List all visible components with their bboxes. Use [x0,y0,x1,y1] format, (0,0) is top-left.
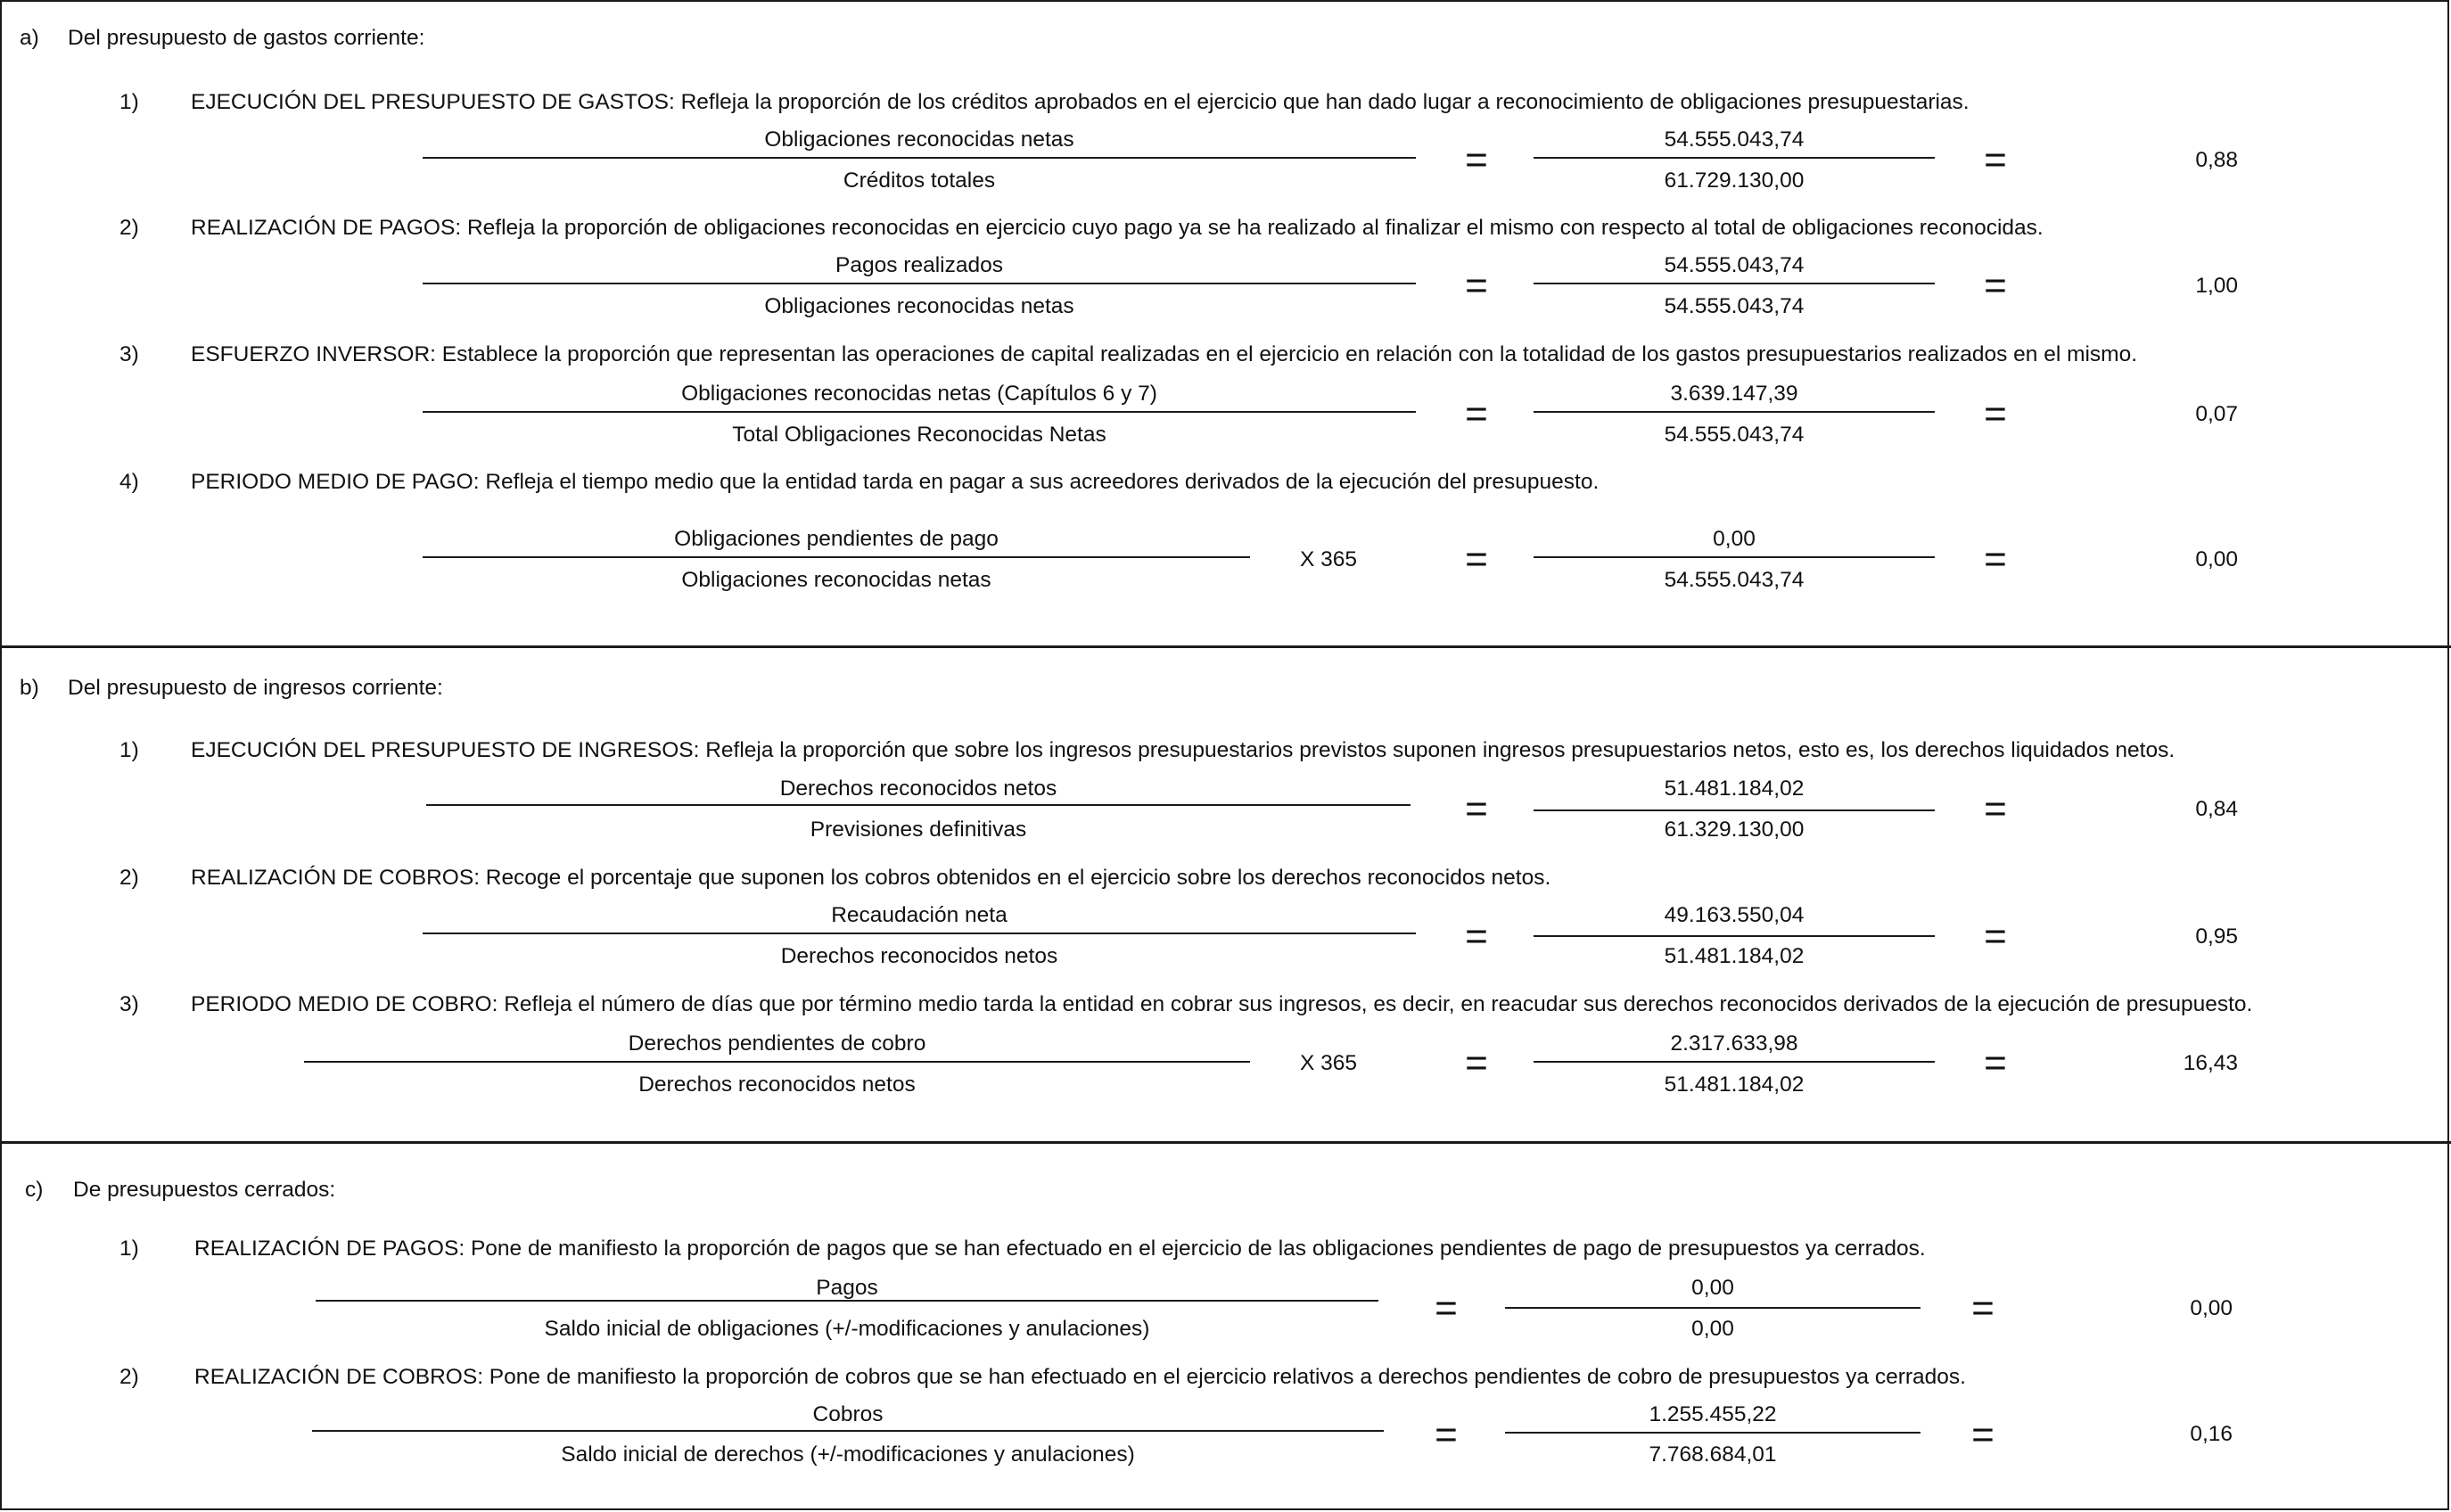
fraction-bar [423,157,1416,159]
formula-numerator: Obligaciones reconocidas netas [764,127,1074,152]
fraction-bar [304,1061,1250,1063]
numerator-value: 49.163.550,04 [1664,903,1805,927]
section-divider [0,1141,2451,1144]
indicator-description: REALIZACIÓN DE COBROS: Recoge el porcentaje que suponen los cobros obtenidos en el ejercicio sobre los derechos reconocidos netos. [191,866,1551,890]
fraction-bar [1534,157,1935,159]
result-value: 16,43 [2183,1051,2238,1075]
fraction-bar [1505,1307,1920,1309]
result-value: 0,95 [2195,924,2238,949]
fraction-bar [316,1300,1378,1302]
equals-sign: = [1984,264,2007,308]
fraction-bar [423,556,1250,558]
fraction-bar [423,933,1416,934]
fraction-bar [1534,556,1935,558]
multiplier: X 365 [1300,1051,1358,1075]
equals-sign: = [1465,538,1488,581]
denominator-value: 61.729.130,00 [1664,168,1805,193]
indicator-number: 3) [119,342,139,366]
equals-sign: = [1465,264,1488,308]
indicator-number: 4) [119,470,139,494]
numerator-value: 54.555.043,74 [1664,253,1805,277]
equals-sign: = [1984,538,2007,581]
denominator-value: 54.555.043,74 [1664,423,1805,447]
fraction-bar [1505,1432,1920,1434]
indicator-description: ESFUERZO INVERSOR: Establece la proporción que representan las operaciones de capital realizadas en el ejercicio en relación con la totalidad de los gastos presupuestarios realizados en el mismo. [191,342,2138,366]
fraction-bar [1534,809,1935,811]
equals-sign: = [1984,392,2007,436]
numerator-value: 0,00 [1713,527,1756,551]
denominator-value: 51.481.184,02 [1664,944,1805,968]
numerator-value: 1.255.455,22 [1649,1402,1777,1426]
formula-numerator: Pagos realizados [835,253,1003,277]
formula-denominator: Obligaciones reconocidas netas [681,568,991,592]
section-title: De presupuestos cerrados: [73,1178,336,1202]
numerator-value: 0,00 [1691,1276,1734,1300]
formula-numerator: Pagos [816,1276,878,1300]
indicator-number: 1) [119,738,139,762]
indicator-description: REALIZACIÓN DE PAGOS: Refleja la proporción de obligaciones reconocidas en ejercicio cuyo pago ya se ha realizado al finalizar el mismo con respecto al total de obligaciones reconocidas. [191,216,2044,240]
denominator-value: 61.329.130,00 [1664,818,1805,842]
fraction-bar [1534,283,1935,284]
formula-denominator: Saldo inicial de derechos (+/-modificaciones y anulaciones) [561,1442,1135,1467]
fraction-bar [1534,935,1935,937]
indicator-description: PERIODO MEDIO DE PAGO: Refleja el tiempo medio que la entidad tarda en pagar a sus acreedores derivados de la ejecución del presupuesto. [191,470,1600,494]
formula-numerator: Recaudación neta [831,903,1008,927]
equals-sign: = [1465,915,1488,958]
formula-denominator: Derechos reconocidos netos [780,944,1058,968]
equals-sign: = [1984,915,2007,958]
indicator-description: PERIODO MEDIO DE COBRO: Refleja el número de días que por término medio tarda la entidad en cobrar sus ingresos, es decir, en reacudar sus derechos reconocidos derivados de la ejecución de presupuesto. [191,992,2253,1016]
denominator-value: 7.768.684,01 [1649,1442,1777,1467]
indicator-number: 2) [119,866,139,890]
indicator-description: EJECUCIÓN DEL PRESUPUESTO DE INGRESOS: Refleja la proporción que sobre los ingresos presupuestarios previstos suponen ingresos presupuestarios netos, esto es, los derechos liquidados netos. [191,738,2175,762]
indicator-description: REALIZACIÓN DE PAGOS: Pone de manifiesto la proporción de pagos que se han efectuado en el ejercicio de las obligaciones pendientes de pago de presupuestos ya cerrados. [194,1237,1926,1261]
equals-sign: = [1984,787,2007,831]
fraction-bar [423,283,1416,284]
numerator-value: 54.555.043,74 [1664,127,1805,152]
indicator-number: 3) [119,992,139,1016]
fraction-bar [312,1430,1384,1432]
indicator-description: REALIZACIÓN DE COBROS: Pone de manifiesto la proporción de cobros que se han efectuado en el ejercicio relativos a derechos pendientes de cobro de presupuestos ya cerrados. [194,1365,1966,1389]
section-title: Del presupuesto de ingresos corriente: [68,676,443,700]
equals-sign: = [1984,138,2007,182]
result-value: 0,07 [2195,402,2238,426]
formula-numerator: Cobros [812,1402,884,1426]
equals-sign: = [1465,392,1488,436]
section-letter: a) [20,26,39,50]
equals-sign: = [1465,138,1488,182]
result-value: 0,88 [2195,148,2238,172]
result-value: 0,16 [2190,1422,2233,1446]
indicator-number: 2) [119,216,139,240]
denominator-value: 54.555.043,74 [1664,294,1805,318]
equals-sign: = [1435,1413,1458,1457]
formula-numerator: Derechos pendientes de cobro [628,1031,926,1056]
section-letter: b) [20,676,39,700]
result-value: 0,00 [2195,547,2238,571]
formula-denominator: Previsiones definitivas [810,818,1027,842]
equals-sign: = [1435,1286,1458,1330]
result-value: 0,00 [2190,1296,2233,1320]
denominator-value: 54.555.043,74 [1664,568,1805,592]
indicator-description: EJECUCIÓN DEL PRESUPUESTO DE GASTOS: Refleja la proporción de los créditos aprobados en el ejercicio que han dado lugar a reconocimiento de obligaciones presupuestarias. [191,90,1970,114]
equals-sign: = [1984,1041,2007,1085]
equals-sign: = [1465,787,1488,831]
fraction-bar [426,804,1411,806]
multiplier: X 365 [1300,547,1358,571]
result-value: 0,84 [2195,797,2238,821]
fraction-bar [1534,411,1935,413]
indicator-number: 1) [119,90,139,114]
formula-numerator: Obligaciones reconocidas netas (Capítulos 6 y 7) [681,382,1157,406]
section-letter: c) [25,1178,44,1202]
formula-denominator: Derechos reconocidos netos [638,1072,916,1097]
fraction-bar [1534,1061,1935,1063]
section-divider [0,645,2451,648]
result-value: 1,00 [2195,274,2238,298]
formula-denominator: Total Obligaciones Reconocidas Netas [732,423,1106,447]
equals-sign: = [1971,1413,1995,1457]
formula-denominator: Créditos totales [843,168,996,193]
formula-numerator: Derechos reconocidos netos [779,777,1057,801]
formula-denominator: Obligaciones reconocidas netas [764,294,1074,318]
section-title: Del presupuesto de gastos corriente: [68,26,425,50]
formula-numerator: Obligaciones pendientes de pago [674,527,999,551]
denominator-value: 0,00 [1691,1317,1734,1341]
numerator-value: 51.481.184,02 [1664,777,1805,801]
equals-sign: = [1971,1286,1995,1330]
fraction-bar [423,411,1416,413]
numerator-value: 3.639.147,39 [1670,382,1798,406]
denominator-value: 51.481.184,02 [1664,1072,1805,1097]
indicator-number: 2) [119,1365,139,1389]
formula-denominator: Saldo inicial de obligaciones (+/-modificaciones y anulaciones) [544,1317,1150,1341]
equals-sign: = [1465,1041,1488,1085]
numerator-value: 2.317.633,98 [1670,1031,1798,1056]
indicator-number: 1) [119,1237,139,1261]
